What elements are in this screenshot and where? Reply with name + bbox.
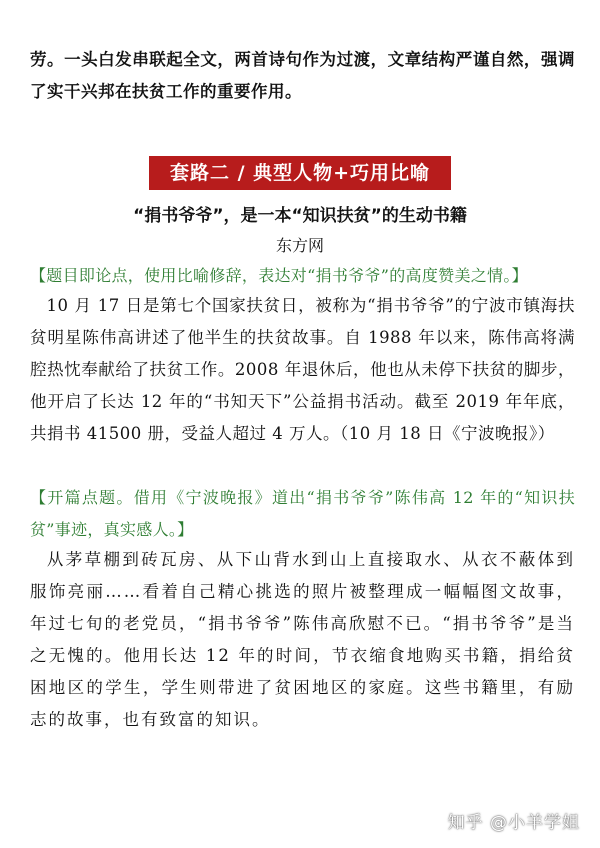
body-paragraph-1 [30,290,575,450]
article-source: 东方网 [275,236,324,255]
body-paragraph-2 [30,544,575,736]
annotation-comment-1: 【题目即论点，使用比喻修辞，表达对“捐书爷爷”的高度赞美之情。】 [30,266,528,285]
article-title: “捐书爷爷”，是一本“知识扶贫”的生动书籍 [133,206,467,226]
intro-paragraph: 劳。一头白发串联起全文，两首诗句作为过渡，文章结构严谨自然，强调了实干兴邦在扶贫工作的重要作用。 [30,50,575,101]
section-banner: 套路二 / 典型人物+巧用比喻 [149,156,451,190]
annotation-comment-2: 【开篇点题。借用《宁波晚报》道出“捐书爷爷”陈伟高 12 年的“知识扶贫”事迹，真实感人。】 [30,488,575,539]
body-paragraph-1-text: 10 月 17 日是第七个国家扶贫日，被称为“捐书爷爷”的宁波市镇海扶贫明星陈伟高讲述了他半生的扶贫故事。自 1988 年以来，陈伟高将满腔热忱奉献给了扶贫工作。2008 年退休后，他也从未停下扶贫的脚步，他开启了长达 12 年的“书知天下”公益捐书活动。截至 2019 年年底，共捐书 41500 册，受益人超过 4 万人。（10 月 18 日《宁波晚报》） [30,296,575,443]
zhihu-watermark: 知乎 @小羊学姐 [447,813,580,833]
body-paragraph-2-text: 从茅草棚到砖瓦房、从下山背水到山上直接取水、从衣不蔽体到服饰亮丽……看着自己精心挑选的照片被整理成一幅幅图文故事，年过七旬的老党员，“捐书爷爷”陈伟高欣慰不已。“捐书爷爷”是当之无愧的。他用长达 12 年的时间，节衣缩食地购买书籍，捐给贫困地区的学生，学生则带进了贫困地区的家庭。这些书籍里，有励志的故事，也有致富的知识。 [30,550,575,729]
